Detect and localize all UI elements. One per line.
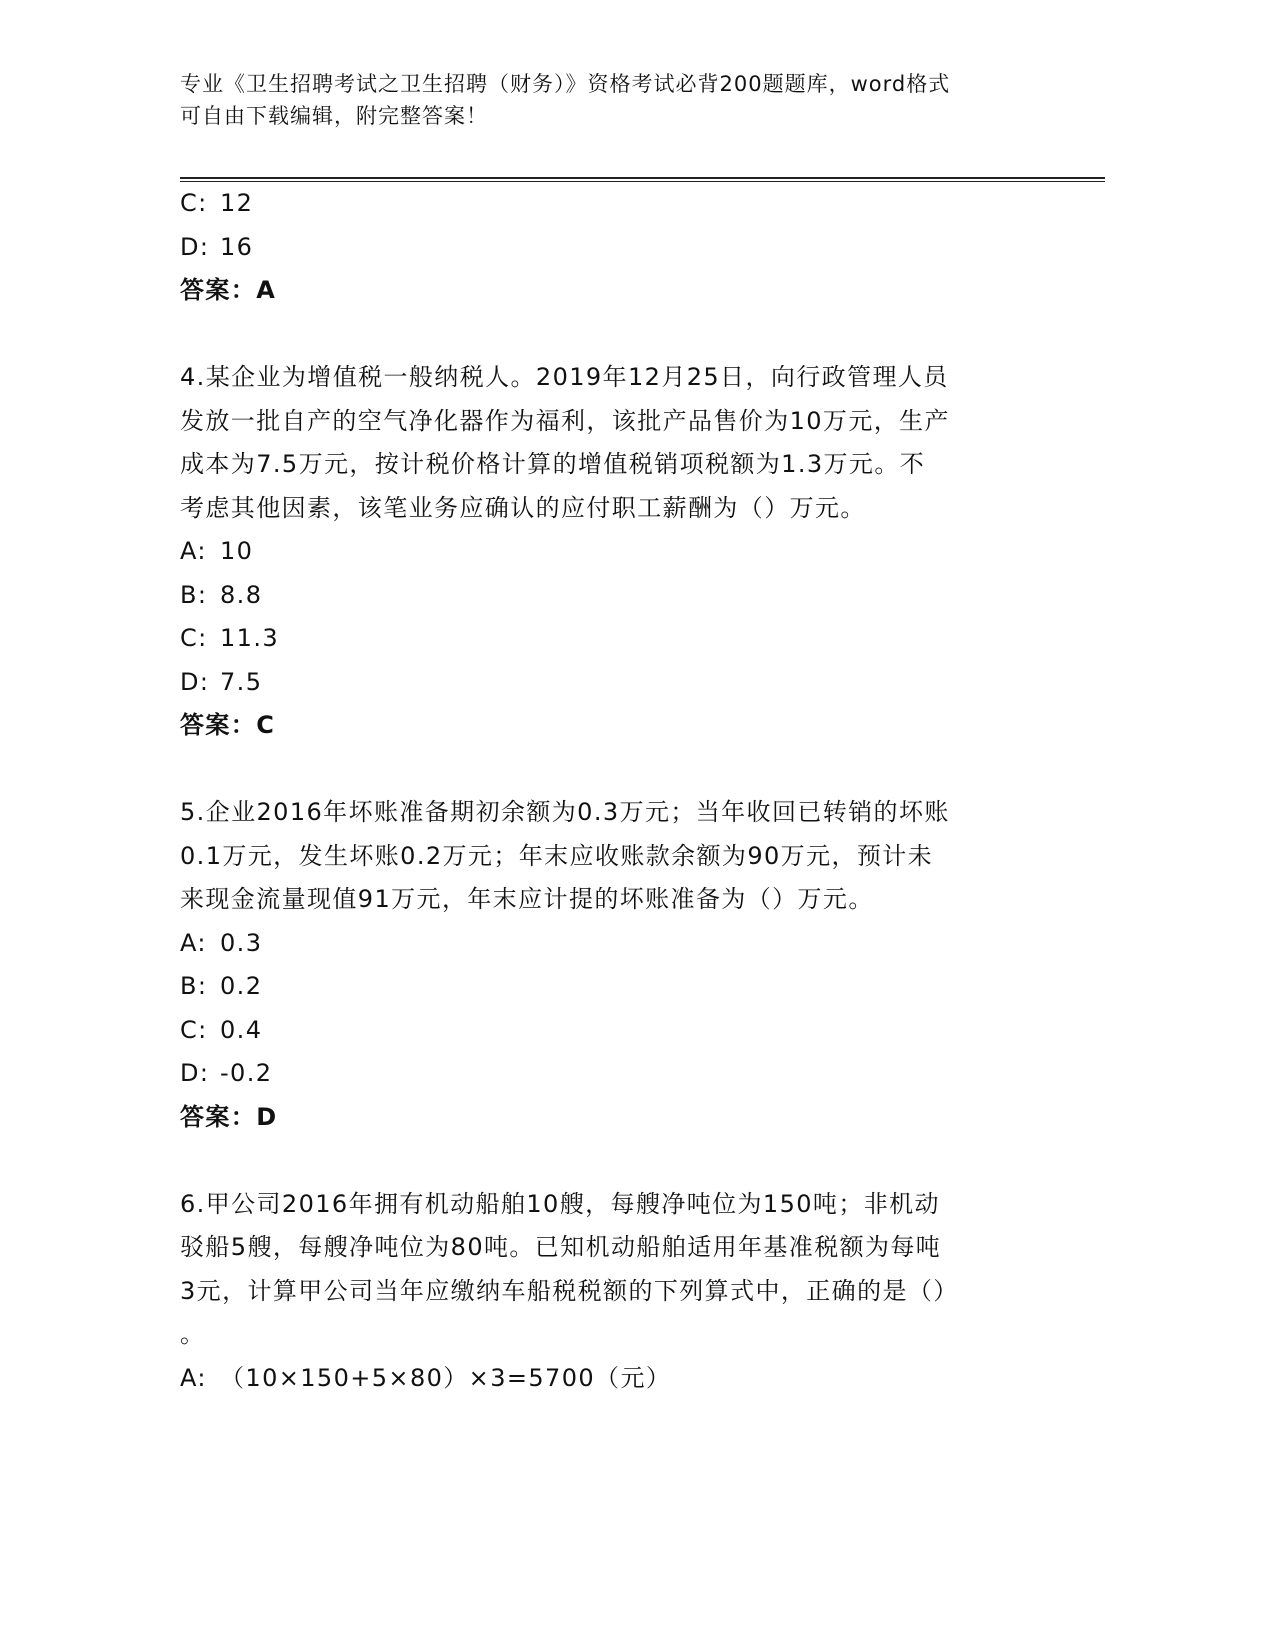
question-stem-line: 发放一批自产的空气净化器作为福利，该批产品售价为10万元，生产: [180, 406, 950, 435]
question-stem-line: 来现金流量现值91万元，年末应计提的坏账准备为（）万元。: [180, 885, 874, 913]
question-stem-line: 。: [180, 1320, 206, 1348]
option-c: C: 11.3: [180, 624, 280, 652]
option-d: D: 16: [180, 232, 254, 261]
question-5: [180, 791, 1040, 1139]
answer-line: 答案：D: [180, 1102, 278, 1131]
question-6: [180, 1183, 1040, 1401]
option-a: A: （10×150+5×80）×3=5700（元）: [180, 1363, 672, 1392]
question-4: [180, 356, 1040, 748]
header-title-line-2: 可自由下载编辑，附完整答案！: [180, 104, 488, 128]
document-header: [180, 68, 1040, 132]
question-content: [180, 182, 1040, 1400]
question-stem-line: 驳船5艘，每艘净吨位为80吨。已知机动船舶适用年基准税额为每吨: [180, 1233, 942, 1261]
question-stem-line: 4.某企业为增值税一般纳税人。2019年12月25日，向行政管理人员: [180, 363, 949, 391]
option-d: D: 7.5: [180, 667, 263, 696]
question-stem-line: 5.企业2016年坏账准备期初余额为0.3万元；当年收回已转销的坏账: [180, 798, 950, 826]
option-a: A: 0.3: [180, 928, 263, 957]
prev-question-tail: [180, 182, 1040, 313]
question-stem-line: 0.1万元，发生坏账0.2万元；年末应收账款余额为90万元，预计未: [180, 841, 934, 870]
header-title-line-1: 专业《卫生招聘考试之卫生招聘（财务）》资格考试必背200题题库，word格式: [180, 72, 951, 96]
question-stem-line: 考虑其他因素，该笔业务应确认的应付职工薪酬为（）万元。: [180, 493, 866, 522]
question-stem-line: 6.甲公司2016年拥有机动船舶10艘，每艘净吨位为150吨；非机动: [180, 1189, 940, 1218]
question-stem-line: 3元，计算甲公司当年应缴纳车船税税额的下列算式中，正确的是（）: [180, 1276, 959, 1305]
option-d: D: -0.2: [180, 1059, 273, 1087]
answer-line: 答案：C: [180, 711, 276, 739]
option-b: B: 8.8: [180, 580, 263, 609]
option-b: B: 0.2: [180, 972, 263, 1000]
answer-line: 答案：A: [180, 276, 277, 304]
option-c: C: 0.4: [180, 1015, 263, 1044]
option-c: C: 12: [180, 189, 254, 217]
option-a: A: 10: [180, 537, 254, 565]
question-stem-line: 成本为7.5万元，按计税价格计算的增值税销项税额为1.3万元。不: [180, 450, 926, 478]
